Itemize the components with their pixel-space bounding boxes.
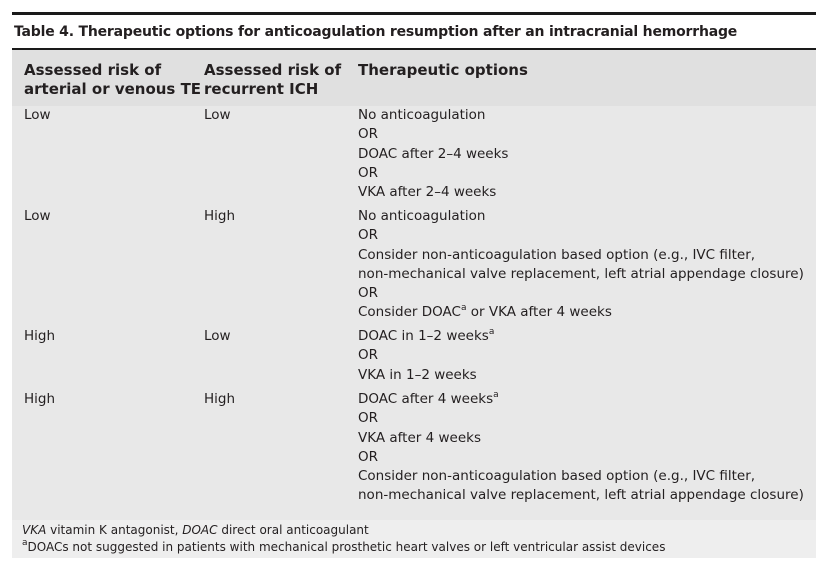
te-risk-cell: Low — [24, 107, 51, 123]
option-line: OR — [358, 126, 379, 143]
ich-risk-cell: Low — [204, 328, 231, 344]
table-header-row — [12, 50, 816, 106]
te-risk-cell: High — [24, 328, 56, 344]
option-line: Consider non-anticoagulation based option (e.g., IVC filter, — [358, 468, 756, 485]
option-line: Consider non-anticoagulation based option (e.g., IVC filter, — [358, 246, 756, 263]
footnote-marker: a — [460, 302, 467, 313]
footnote-marker: a — [493, 389, 499, 400]
option-line: VKA after 4 weeks — [358, 429, 481, 446]
ich-risk-cell: Low — [204, 107, 231, 123]
te-risk-cell: Low — [24, 208, 51, 224]
table-row — [12, 390, 816, 510]
options-cell — [358, 207, 810, 323]
ich-risk-cell: High — [204, 208, 236, 224]
option-line: OR — [358, 347, 379, 364]
option-line: Consider DOAC$^a$ or VKA after 4 weeks — [358, 302, 612, 321]
table-caption: Table 4. Therapeutic options for anticoagulation resumption after an intracranial hemorrhage — [14, 24, 738, 40]
option-line: OR — [358, 410, 379, 427]
te-risk-cell: High — [24, 391, 56, 407]
table-figure — [12, 12, 816, 557]
options-cell — [358, 390, 810, 506]
table-row — [12, 327, 816, 390]
table-body-area — [12, 50, 816, 520]
option-line: OR — [358, 285, 379, 302]
header-ich-risk: Assessed risk of recurrent ICH — [204, 61, 342, 98]
table-row — [12, 106, 816, 207]
abbreviations-footnote: VKA vitamin K antagonist, DOAC direct oral anticoagulant — [22, 523, 369, 537]
options-cell — [358, 106, 810, 202]
footnote-marker: a — [488, 326, 495, 337]
options-cell — [358, 327, 810, 385]
option-line: non-mechanical valve replacement, left atrial appendage closure) — [358, 487, 804, 504]
ich-risk-cell: High — [204, 391, 236, 407]
header-therapeutic-options: Therapeutic options — [358, 61, 528, 79]
option-line: OR — [358, 164, 379, 181]
option-line: OR — [358, 227, 379, 244]
option-line: DOAC after 2–4 weeks — [358, 145, 509, 162]
option-line: VKA in 1–2 weeks — [358, 366, 477, 383]
header-te-risk: Assessed risk of arterial or venous TE — [24, 61, 202, 98]
option-line: DOAC in 1–2 weeks$^a$ — [358, 326, 495, 344]
doac-footnote: $^a$DOACs not suggested in patients with mechanical prosthetic heart valves or left ventricular assist devices — [22, 538, 666, 554]
table-row — [12, 207, 816, 327]
table-footnotes — [12, 520, 816, 558]
footnote-marker: a — [22, 538, 28, 548]
table-rows — [12, 106, 816, 510]
option-line: VKA after 2–4 weeks — [358, 184, 497, 201]
option-line: OR — [358, 448, 379, 465]
option-line: non-mechanical valve replacement, left atrial appendage closure) — [358, 265, 804, 282]
option-line: DOAC after 4 weeks$^a$ — [358, 389, 499, 407]
option-line: No anticoagulation — [358, 107, 486, 123]
option-line: No anticoagulation — [358, 208, 486, 224]
